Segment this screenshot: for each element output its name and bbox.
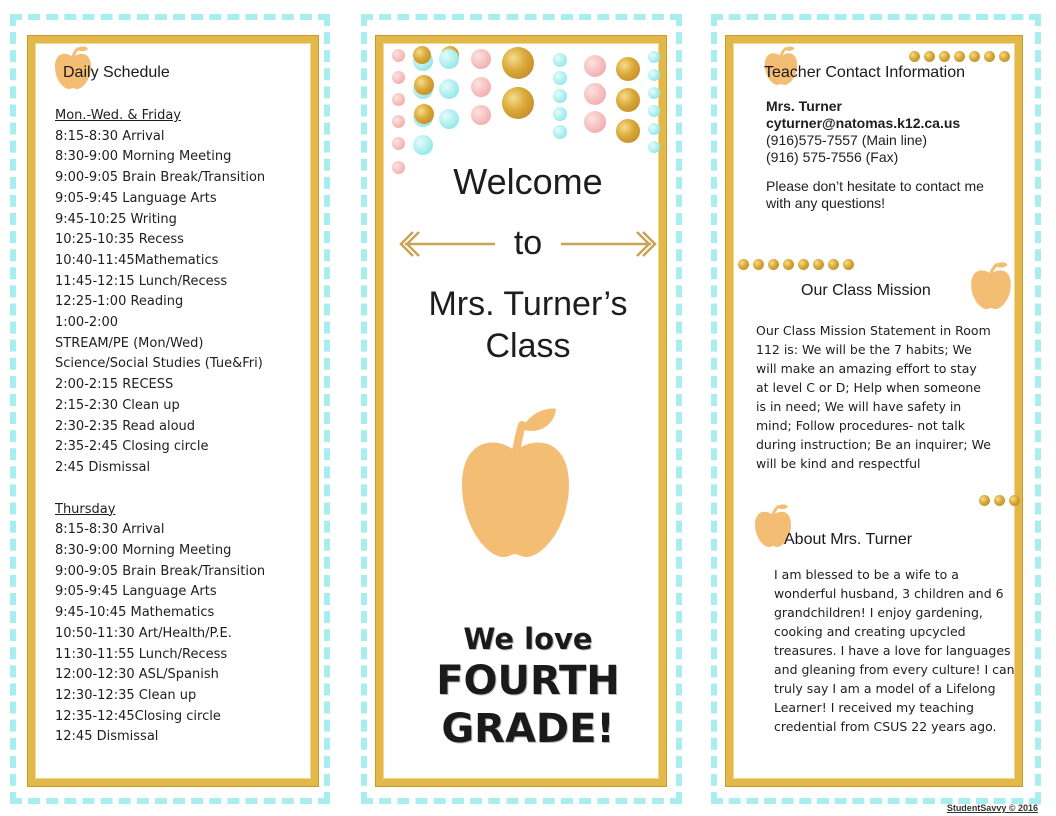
schedule-item: 11:45-12:15 Lunch/Recess	[55, 273, 228, 289]
to-text: to	[513, 224, 543, 262]
schedule-item: 10:25-10:35 Recess	[55, 232, 184, 248]
schedule-item: 12:30-12:35 Clean up	[55, 687, 197, 703]
love-line3: GRADE!	[441, 706, 615, 752]
schedule-list	[55, 106, 320, 748]
contact-fax: (916) 575-7556 (Fax)	[766, 149, 899, 165]
contact-block	[766, 98, 1016, 212]
schedule-item: 1:00-2:00	[55, 315, 119, 331]
schedule-item: 2:35-2:45 Closing circle	[55, 439, 209, 455]
left-panel	[28, 36, 318, 786]
right-panel	[726, 36, 1022, 786]
schedule-item: 8:15-8:30 Arrival	[55, 128, 165, 144]
love-line2: FOURTH	[436, 658, 620, 704]
schedule-item: 12:35-12:45Closing circle	[55, 708, 221, 724]
welcome-text: Welcome	[453, 161, 603, 202]
schedule-item: 9:00-9:05 Brain Break/Transition	[55, 170, 266, 186]
schedule-section-title-thursday: Thursday	[55, 501, 116, 517]
about-heading: About Mrs. Turner	[784, 531, 913, 548]
arrow-right-icon	[559, 229, 659, 259]
class-title-line1: Mrs. Turner’s	[428, 285, 628, 323]
schedule-item: 8:30-9:00 Morning Meeting	[55, 543, 232, 559]
schedule-item: 2:15-2:30 Clean up	[55, 397, 180, 413]
contact-note: Please don’t hesitate to contact me with any questions!	[766, 178, 984, 211]
schedule-item: 2:30-2:35 Read aloud	[55, 418, 196, 434]
middle-panel	[376, 36, 666, 786]
class-title	[383, 283, 673, 367]
schedule-item: STREAM/PE (Mon/Wed)	[55, 335, 204, 351]
schedule-item: 8:15-8:30 Arrival	[55, 522, 165, 538]
schedule-item: 12:00-12:30 ASL/Spanish	[55, 667, 219, 683]
apple-icon	[969, 257, 1013, 315]
schedule-item: 10:40-11:45Mathematics	[55, 252, 219, 268]
schedule-item: 12:25-1:00 Reading	[55, 294, 184, 310]
mission-text: Our Class Mission Statement in Room 112 is: We will be the 7 habits; We will make an amazing effort to stay at level C or D; Help when someone is in need; We will have safety in mind; Follow procedures- not talk during instruction; Be an inquirer; We will be kind and respectful	[756, 323, 991, 471]
schedule-item: 2:45 Dismissal	[55, 459, 151, 475]
schedule-item: 9:05-9:45 Language Arts	[55, 190, 217, 206]
schedule-section-title-mwf: Mon.-Wed. & Friday	[55, 108, 181, 123]
contact-heading: Teacher Contact Information	[764, 64, 965, 81]
class-title-line2: Class	[485, 327, 571, 365]
love-line1: We love	[463, 622, 593, 656]
schedule-item: 11:30-11:55 Lunch/Recess	[55, 646, 228, 662]
daily-schedule-heading: Daily Schedule	[63, 64, 170, 81]
schedule-item: 9:45-10:25 Writing	[55, 211, 177, 227]
schedule-item: 12:45 Dismissal	[55, 729, 159, 745]
schedule-item: Science/Social Studies (Tue&Fri)	[55, 356, 263, 372]
schedule-item: 10:50-11:30 Art/Health/P.E.	[55, 625, 232, 641]
apple-icon-large	[458, 405, 573, 561]
contact-phone: (916)575-7557 (Main line)	[766, 132, 928, 148]
footer-credit: StudentSavvy © 2016	[946, 803, 1038, 813]
about-text: I am blessed to be a wife to a wonderful husband, 3 children and 6 grandchildren! I enjoy gardening, cooking and creating upcycled treasures. I have a love for languages and gleaning from every culture! I can truly say I am a model of a Lifelong Learner! I received my teaching credential from CSUS 22 years ago.	[774, 567, 1015, 734]
schedule-item: 9:45-10:45 Mathematics	[55, 605, 215, 621]
mission-heading: Our Class Mission	[801, 282, 931, 299]
schedule-item: 8:30-9:00 Morning Meeting	[55, 149, 232, 165]
schedule-item: 2:00-2:15 RECESS	[55, 377, 174, 393]
we-love-fourth-grade	[383, 621, 673, 753]
contact-email[interactable]: cyturner@natomas.k12.ca.us	[766, 115, 961, 131]
contact-name: Mrs. Turner	[766, 98, 842, 114]
schedule-item: 9:00-9:05 Brain Break/Transition	[55, 563, 266, 579]
schedule-item: 9:05-9:45 Language Arts	[55, 584, 217, 600]
